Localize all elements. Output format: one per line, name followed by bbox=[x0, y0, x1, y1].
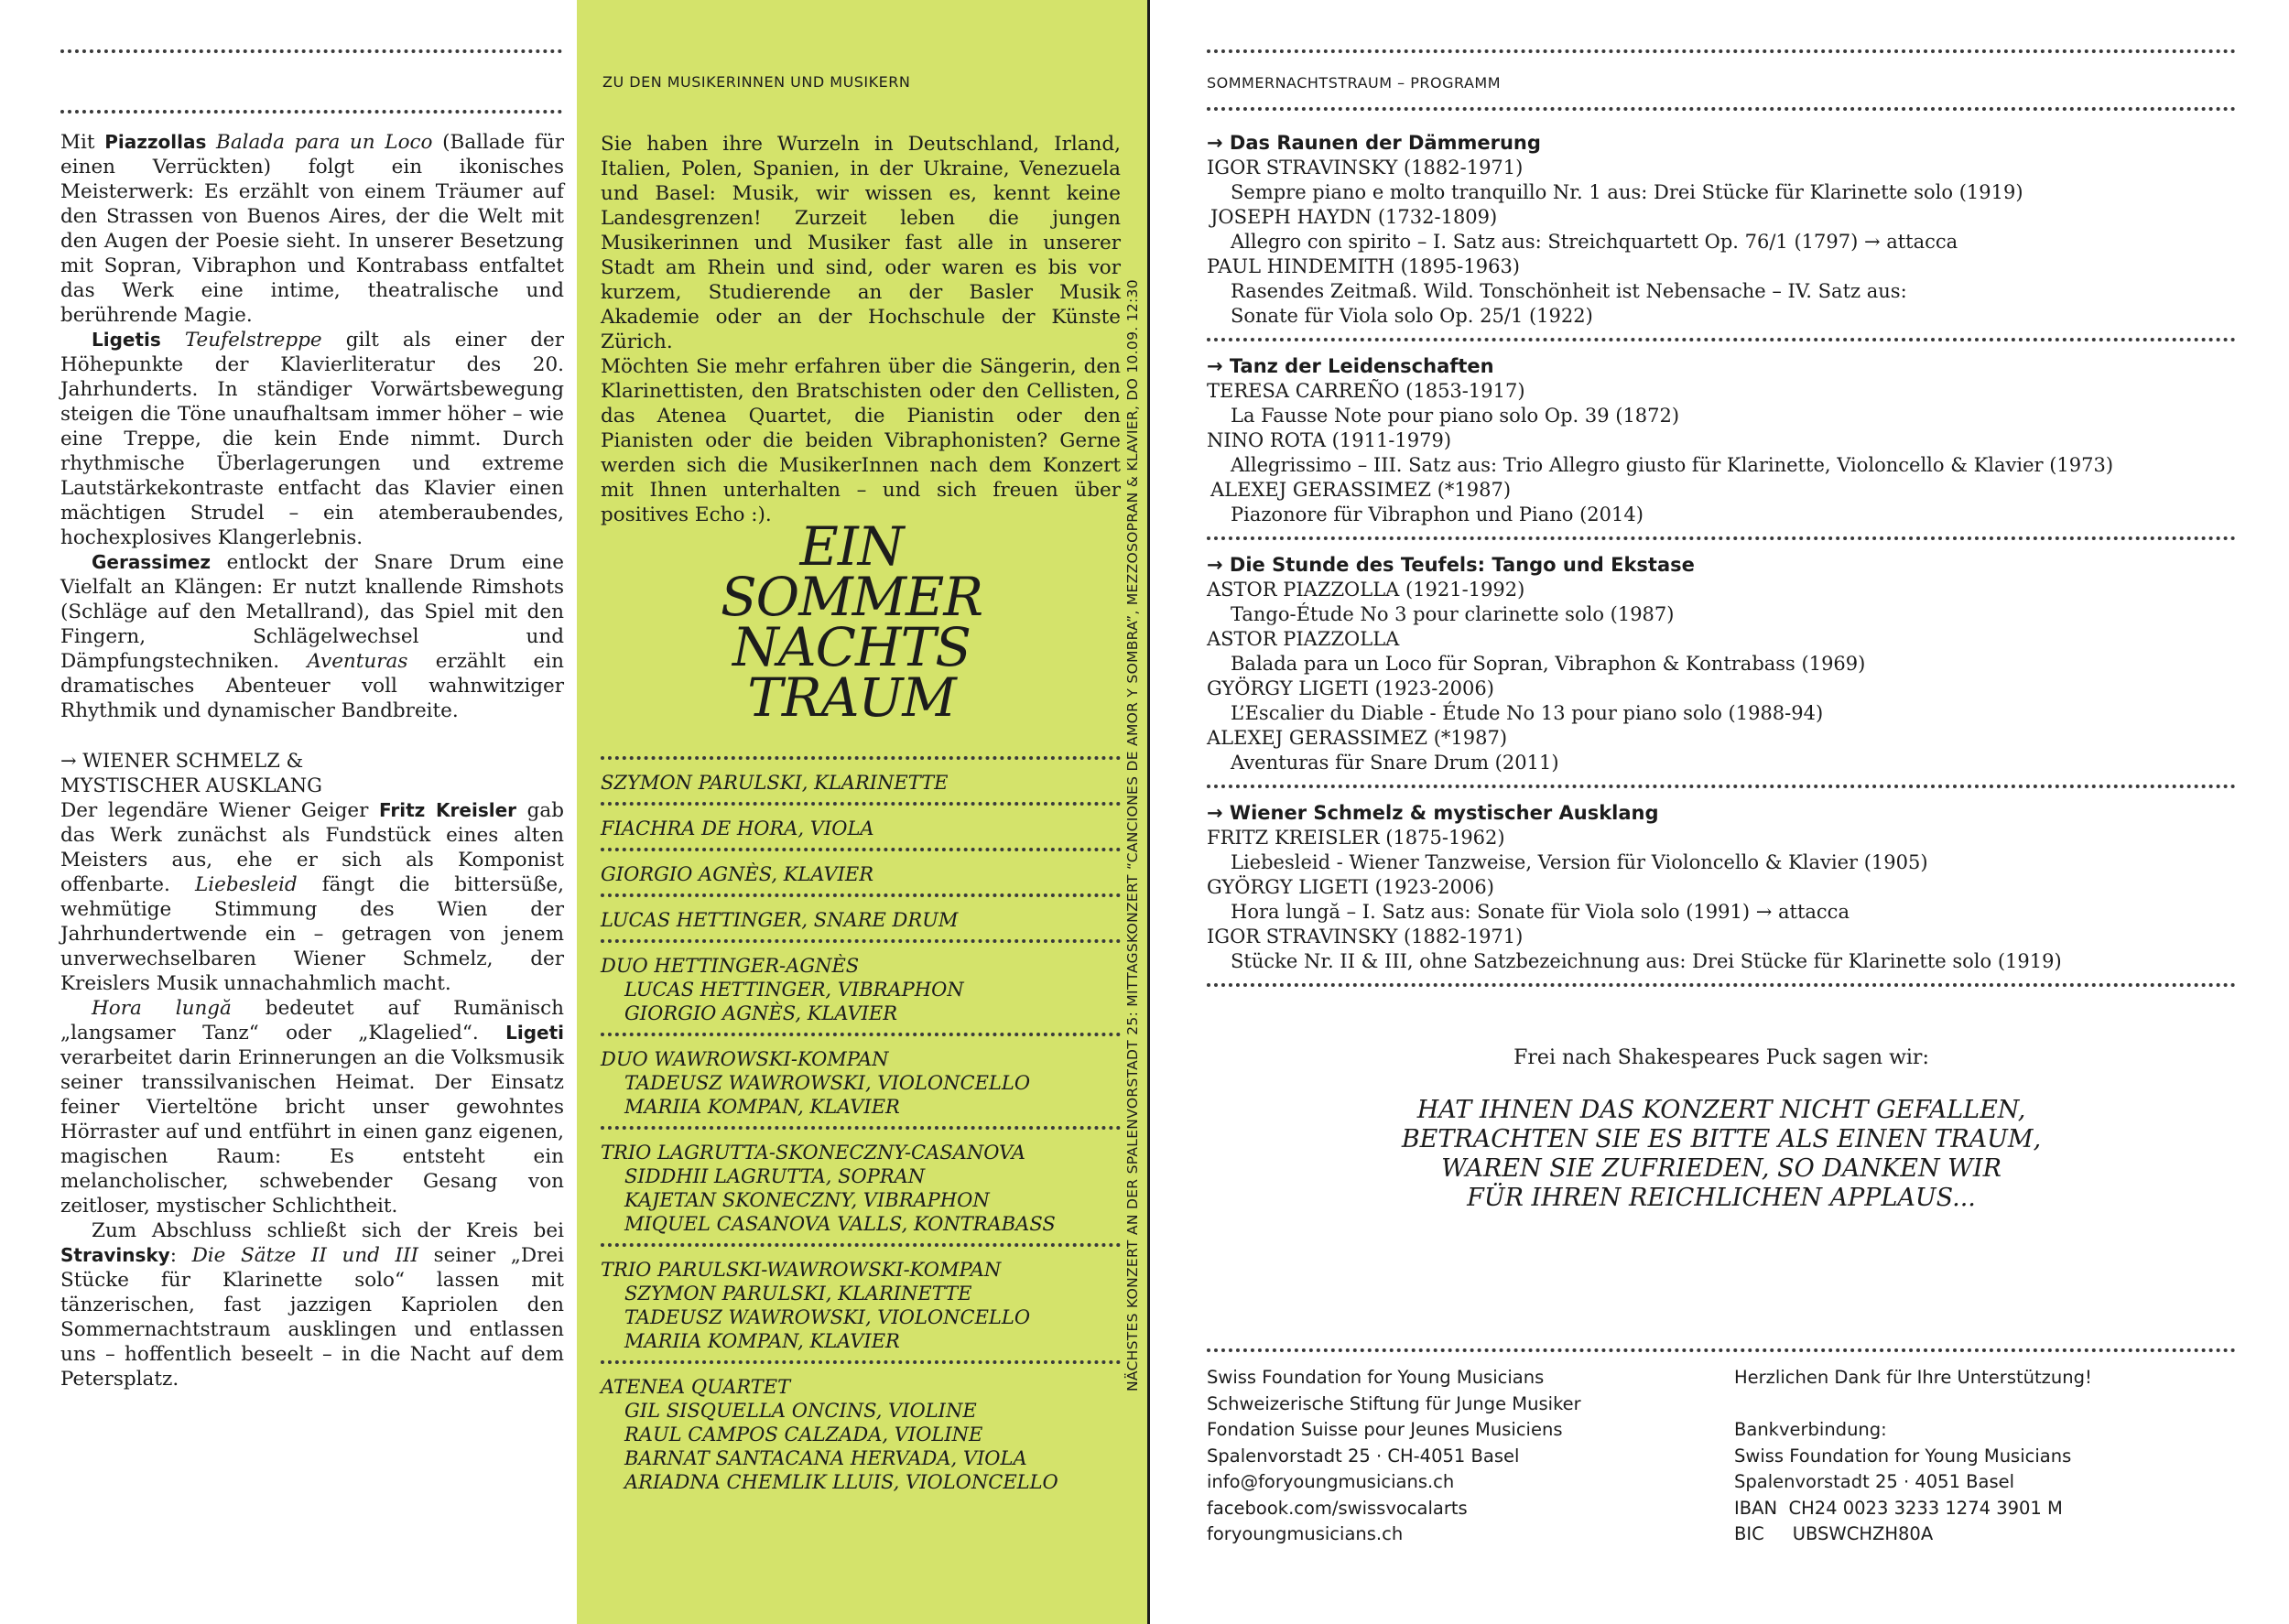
program-composer: GYÖRGY LIGETI (1923-2006) bbox=[1207, 876, 1494, 898]
program-composer: ASTOR PIAZZOLLA bbox=[1207, 628, 1400, 650]
thanks-line: Herzlichen Dank für Ihre Unterstützung! bbox=[1734, 1367, 2092, 1388]
work-title: Liebesleid bbox=[194, 873, 298, 896]
title-line: TRAUM bbox=[747, 666, 956, 729]
ensemble-member: SZYMON PARULSKI, KLARINETTE bbox=[624, 1283, 972, 1305]
body-text bbox=[60, 130, 564, 723]
ensemble-member: KAJETAN SKONECZNY, VIBRAPHON bbox=[624, 1189, 990, 1211]
program-composer: NINO ROTA (1911-1979) bbox=[1207, 429, 1452, 451]
fold-line bbox=[1147, 0, 1150, 1624]
concert-title bbox=[577, 515, 1126, 729]
text-run: erzählt ein dramatisches Abenteuer voll wahnwitziger Rhythmik und dynamischer Bandbreite. bbox=[60, 650, 564, 722]
ensemble-title: LUCAS HETTINGER, SNARE DRUM bbox=[601, 909, 959, 931]
bold-name: Gerassimez bbox=[92, 551, 212, 573]
quote-line: FÜR IHREN REICHLICHEN APPLAUS... bbox=[1467, 1184, 1976, 1212]
ensemble-list bbox=[601, 756, 1121, 1501]
next-concert-note: NÄCHSTES KONZERT AN DER SPALENVORSTADT 25: MITTAGSKONZERT “CANCIONES DE AMOR Y SOMBRA”, MEZZOSOPRAN & KLAVIER, DO 10.09. 12:30 bbox=[1124, 279, 1141, 1391]
address-line: Spalenvorstadt 25 · CH-4051 Basel bbox=[1207, 1445, 1520, 1467]
ensemble-entry bbox=[601, 802, 1121, 848]
text-run: (Ballade für einen Verrückten) folgt ein ikonisches Meisterwerk: Es erzählt von einem Träumer auf den Strassen von Buenos Aires, der die Welt mit den Augen der Poesie sieht. In unserer Besetzung mit Sopran, Vibraphon und Kontrabass entfaltet das Werk eine intime, theatralische und berührende Magie. bbox=[60, 131, 564, 327]
program-work: Allegro con spirito – I. Satz aus: Streichquartett Op. 76/1 (1797) → attacca bbox=[1231, 231, 1958, 253]
divider-dots bbox=[60, 49, 562, 53]
divider-dots bbox=[1207, 1348, 2236, 1352]
intro-paragraph: Möchten Sie mehr erfahren über die Sängerin, den Klarinettisten, den Bratschisten oder den Cellisten, das Atenea Quartet, die Pianistin oder den Pianisten oder die beiden Vibraphonisten? Gerne werden sich die MusikerInnen nach dem Konzert mit Ihnen unterhalten – und sich freuen über positives Echo :). bbox=[601, 355, 1121, 526]
program-work: Liebesleid - Wiener Tanzweise, Version für Violoncello & Klavier (1905) bbox=[1231, 851, 1928, 873]
paragraph bbox=[60, 798, 564, 996]
bank-line: Bankverbindung: bbox=[1734, 1419, 1887, 1440]
program-composer: GYÖRGY LIGETI (1923-2006) bbox=[1207, 677, 1494, 699]
ensemble-entry bbox=[601, 893, 1121, 939]
ensemble-entry bbox=[601, 1243, 1121, 1360]
section-heading-line: MYSTISCHER AUSKLANG bbox=[60, 774, 322, 796]
ensemble-member: GIL SISQUELLA ONCINS, VIOLINE bbox=[624, 1400, 977, 1422]
foundation-address bbox=[1207, 1365, 1581, 1548]
puck-intro: Frei nach Shakespeares Puck sagen wir: bbox=[1513, 1046, 1929, 1069]
program-composer: ASTOR PIAZZOLLA (1921-1992) bbox=[1207, 579, 1525, 601]
program-composer: ALEXEJ GERASSIMEZ (*1987) bbox=[1207, 727, 1508, 749]
ensemble-member: MARIIA KOMPAN, KLAVIER bbox=[624, 1096, 900, 1118]
text-run: Mit bbox=[60, 131, 105, 154]
program-work: Hora lungă – I. Satz aus: Sonate für Viola solo (1991) → attacca bbox=[1231, 901, 1850, 923]
program-section bbox=[1207, 125, 2236, 341]
ensemble-member: LUCAS HETTINGER, VIBRAPHON bbox=[624, 979, 964, 1001]
program-work: La Fausse Note pour piano solo Op. 39 (1872) bbox=[1231, 405, 1680, 427]
program-work: Sempre piano e molto tranquillo Nr. 1 aus: Drei Stücke für Klarinette solo (1919) bbox=[1231, 181, 2023, 203]
ensemble-member: MARIIA KOMPAN, KLAVIER bbox=[624, 1330, 900, 1352]
program-composer: PAUL HINDEMITH (1895-1963) bbox=[1207, 255, 1520, 277]
ensemble-title: ATENEA QUARTET bbox=[601, 1376, 791, 1398]
text-run: gilt als einer der Höhepunkte der Klavierliteratur des 20. Jahrhunderts. In ständiger Vorwärtsbewegung steigen die Töne unaufhaltsam immer höher – wie eine Treppe, die kein Ende nimmt. Durch rhythmische Überlagerungen und extreme Lautstärkekontraste entfacht das Klavier einen mächtigen Strudel – ein atemberaubendes, hochexplosives Klangerlebnis. bbox=[60, 329, 564, 549]
program-composer: IGOR STRAVINSKY (1882-1971) bbox=[1207, 926, 1524, 947]
section-heading-line: → WIENER SCHMELZ & bbox=[60, 750, 304, 772]
ensemble-title: SZYMON PARULSKI, KLARINETTE bbox=[601, 772, 949, 794]
text-run: Der legendäre Wiener Geiger bbox=[60, 799, 379, 822]
text-run bbox=[206, 131, 216, 154]
ensemble-entry bbox=[601, 1033, 1121, 1126]
ensemble-entry bbox=[601, 756, 1121, 802]
ensemble-member: MIQUEL CASANOVA VALLS, KONTRABASS bbox=[624, 1213, 1056, 1235]
text-run: fängt die bittersüße, wehmütige Stimmung des Wien der Jahrhundertwende ein – getragen von jenem unverwechselbaren Wiener Schmelz, der Kreislers Musik unnachahmlich macht. bbox=[60, 873, 564, 995]
work-title: Teufelstreppe bbox=[184, 329, 322, 352]
bold-name: Ligeti bbox=[505, 1022, 564, 1044]
bold-name: Piazzollas bbox=[104, 131, 207, 153]
bank-details bbox=[1734, 1365, 2092, 1548]
work-title: Aventuras bbox=[307, 650, 408, 673]
program-composer: FRITZ KREISLER (1875-1962) bbox=[1207, 827, 1505, 849]
program-work: Tango-Étude No 3 pour clarinette solo (1987) bbox=[1231, 603, 1675, 625]
ensemble-entry bbox=[601, 1126, 1121, 1243]
ensemble-member: TADEUSZ WAWROWSKI, VIOLONCELLO bbox=[624, 1306, 1031, 1328]
website-link[interactable]: foryoungmusicians.ch bbox=[1207, 1523, 1404, 1544]
ensemble-title: TRIO LAGRUTTA-SKONECZNY-CASANOVA bbox=[601, 1142, 1025, 1164]
program-section bbox=[1207, 796, 2236, 987]
paragraph bbox=[60, 550, 564, 723]
paragraph bbox=[60, 130, 564, 328]
ensemble-title: TRIO PARULSKI-WAWROWSKI-KOMPAN bbox=[601, 1259, 1002, 1281]
paragraph bbox=[60, 996, 564, 1218]
text-run: verarbeitet darin Erinnerungen an die Volksmusik seiner transsilvanischen Heimat. Der Einsatz feiner Vierteltöne bricht unser gewohntes Hörraster auf und entführt in einen ganz eigenen, magischen Raum: Es entsteht ein melancholischer, schwebender Gesang von zeitloser, mystischer Schlichtheit. bbox=[60, 1046, 564, 1218]
iban-line: IBAN CH24 0023 3233 1274 3901 M bbox=[1734, 1497, 2063, 1519]
ensemble-member: SIDDHII LAGRUTTA, SOPRAN bbox=[624, 1165, 926, 1187]
address-line: Fondation Suisse pour Jeunes Musiciens bbox=[1207, 1419, 1563, 1440]
program-work: L’Escalier du Diable - Étude No 13 pour piano solo (1988-94) bbox=[1231, 702, 1824, 724]
program-work: Rasendes Zeitmaß. Wild. Tonschönheit ist Nebensache – IV. Satz aus: bbox=[1231, 280, 1907, 302]
ensemble-entry bbox=[601, 1360, 1121, 1501]
ensemble-member: ARIADNA CHEMLIK LLUIS, VIOLONCELLO bbox=[624, 1471, 1058, 1493]
program-section-title: → Wiener Schmelz & mystischer Ausklang bbox=[1207, 802, 1659, 824]
title-line: SOMMER bbox=[720, 566, 983, 628]
address-line: Schweizerische Stiftung für Junge Musiker bbox=[1207, 1392, 1581, 1414]
address-line: Swiss Foundation for Young Musicians bbox=[1207, 1367, 1545, 1388]
text-run: seiner „Drei Stücke für Klarinette solo“ lassen mit tänzerischen, fast jazzigen Kapriolen den Sommernachtstraum ausklingen und entlassen uns – hoffentlich beseelt – in die Nacht auf dem Petersplatz. bbox=[60, 1244, 564, 1391]
bold-name: Fritz Kreisler bbox=[378, 799, 517, 821]
bank-line: Swiss Foundation for Young Musicians bbox=[1734, 1445, 2072, 1467]
program-work: Aventuras für Snare Drum (2011) bbox=[1231, 752, 1559, 774]
text-run bbox=[161, 329, 185, 352]
divider-dots bbox=[1207, 49, 2236, 53]
text-run: : bbox=[169, 1244, 192, 1267]
program-list bbox=[1207, 125, 2236, 987]
program-work: Sonate für Viola solo Op. 25/1 (1922) bbox=[1231, 305, 1593, 327]
program-composer: IGOR STRAVINSKY (1882-1971) bbox=[1207, 157, 1524, 179]
divider-dots bbox=[60, 110, 562, 114]
ensemble-title: GIORGIO AGNÈS, KLAVIER bbox=[601, 863, 874, 885]
divider-dots bbox=[1207, 107, 2236, 111]
program-section bbox=[1207, 349, 2236, 540]
musicians-intro bbox=[601, 132, 1121, 527]
quote-line: BETRACHTEN SIE ES BITTE ALS EINEN TRAUM, bbox=[1401, 1125, 2042, 1153]
ensemble-entry bbox=[601, 848, 1121, 893]
program-section-title: → Das Raunen der Dämmerung bbox=[1207, 132, 1541, 154]
title-line: NACHTS bbox=[732, 616, 971, 678]
program-composer: TERESA CARREÑO (1853-1917) bbox=[1207, 380, 1525, 402]
spacer-line bbox=[1734, 1391, 2092, 1418]
ensemble-member: BARNAT SANTACANA HERVADA, VIOLA bbox=[624, 1447, 1027, 1469]
text-run: bedeutet auf Rumänisch „langsamer Tanz“ oder „Klagelied“. bbox=[60, 997, 564, 1045]
section-heading bbox=[60, 749, 564, 798]
text-run: entlockt der Snare Drum eine Vielfalt an Klängen: Er nutzt knallende Rimshots (Schläge auf den Metallrand), das Spiel mit den Fingern, Schlägelwechsel und Dämpfungstechniken. bbox=[60, 551, 564, 673]
ensemble-member: RAUL CAMPOS CALZADA, VIOLINE bbox=[624, 1424, 983, 1445]
program-section bbox=[1207, 547, 2236, 788]
left-column-text bbox=[60, 130, 564, 1391]
bold-name: Stravinsky bbox=[60, 1244, 170, 1266]
ensemble-title: FIACHRA DE HORA, VIOLA bbox=[601, 817, 874, 839]
quote-line: WAREN SIE ZUFRIEDEN, SO DANKEN WIR bbox=[1441, 1154, 2002, 1183]
title-line: EIN bbox=[799, 515, 904, 578]
program-work: Stücke Nr. II & III, ohne Satzbezeichnung aus: Drei Stücke für Klarinette solo (1919) bbox=[1231, 950, 2062, 972]
bank-line: Spalenvorstadt 25 · 4051 Basel bbox=[1734, 1471, 2015, 1492]
ensemble-member: TADEUSZ WAWROWSKI, VIOLONCELLO bbox=[624, 1072, 1031, 1094]
intro-paragraph: Sie haben ihre Wurzeln in Deutschland, Irland, Italien, Polen, Spanien, in der Ukraine, Venezuela und Basel: Musik, wir wissen es, kennt keine Landesgrenzen! Zurzeit leben die jungen Musikerinnen und Musiker fast alle in unserer Stadt am Rhein und sind, oder waren es bis vor kurzem, Studierende an der Basler Musik Akademie oder an der Hochschule der Künste Zürich. bbox=[601, 133, 1121, 353]
text-run: gab das Werk zunächst als Fundstück eines alten Meisters aus, ehe er sich als Komponist offenbarte. bbox=[60, 799, 564, 896]
ensemble-title: DUO WAWROWSKI-KOMPAN bbox=[601, 1048, 889, 1070]
work-title: Die Sätze II und III bbox=[191, 1244, 419, 1267]
program-composer: JOSEPH HAYDN (1732-1809) bbox=[1210, 206, 1498, 228]
program-section-title: → Die Stunde des Teufels: Tango und Ekstase bbox=[1207, 554, 1695, 576]
text-run: Zum Abschluss schließt sich der Kreis bei bbox=[92, 1219, 564, 1242]
program-composer: ALEXEJ GERASSIMEZ (*1987) bbox=[1210, 479, 1512, 501]
paragraph bbox=[60, 1218, 564, 1391]
puck-quote bbox=[1207, 1096, 2236, 1213]
program-label: SOMMERNACHTSTRAUM – PROGRAMM bbox=[1207, 74, 1502, 92]
ensemble-member: GIORGIO AGNÈS, KLAVIER bbox=[624, 1002, 898, 1024]
program-work: Allegrissimo – III. Satz aus: Trio Allegro giusto für Klarinette, Violoncello & Klavier (1973) bbox=[1231, 454, 2114, 476]
work-title: Balada para un Loco bbox=[216, 131, 433, 154]
bold-name: Ligetis bbox=[92, 329, 161, 351]
musicians-panel bbox=[577, 0, 1148, 1624]
program-section-title: → Tanz der Leidenschaften bbox=[1207, 355, 1494, 377]
program-work: Piazonore für Vibraphon und Piano (2014) bbox=[1231, 503, 1644, 525]
facebook-link[interactable]: facebook.com/swissvocalarts bbox=[1207, 1497, 1468, 1519]
work-title: Hora lungă bbox=[92, 997, 232, 1020]
bic-line: BIC UBSWCHZH80A bbox=[1734, 1523, 1934, 1544]
ensemble-title: DUO HETTINGER-AGNÈS bbox=[601, 955, 860, 977]
panel-label: ZU DEN MUSIKERINNEN UND MUSIKERN bbox=[602, 73, 911, 91]
ensemble-entry bbox=[601, 939, 1121, 1033]
email-link[interactable]: info@foryoungmusicians.ch bbox=[1207, 1471, 1455, 1492]
quote-line: HAT IHNEN DAS KONZERT NICHT GEFALLEN, bbox=[1416, 1096, 2026, 1124]
body-text bbox=[60, 798, 564, 1391]
program-work: Balada para un Loco für Sopran, Vibraphon & Kontrabass (1969) bbox=[1231, 653, 1866, 675]
paragraph bbox=[60, 328, 564, 550]
